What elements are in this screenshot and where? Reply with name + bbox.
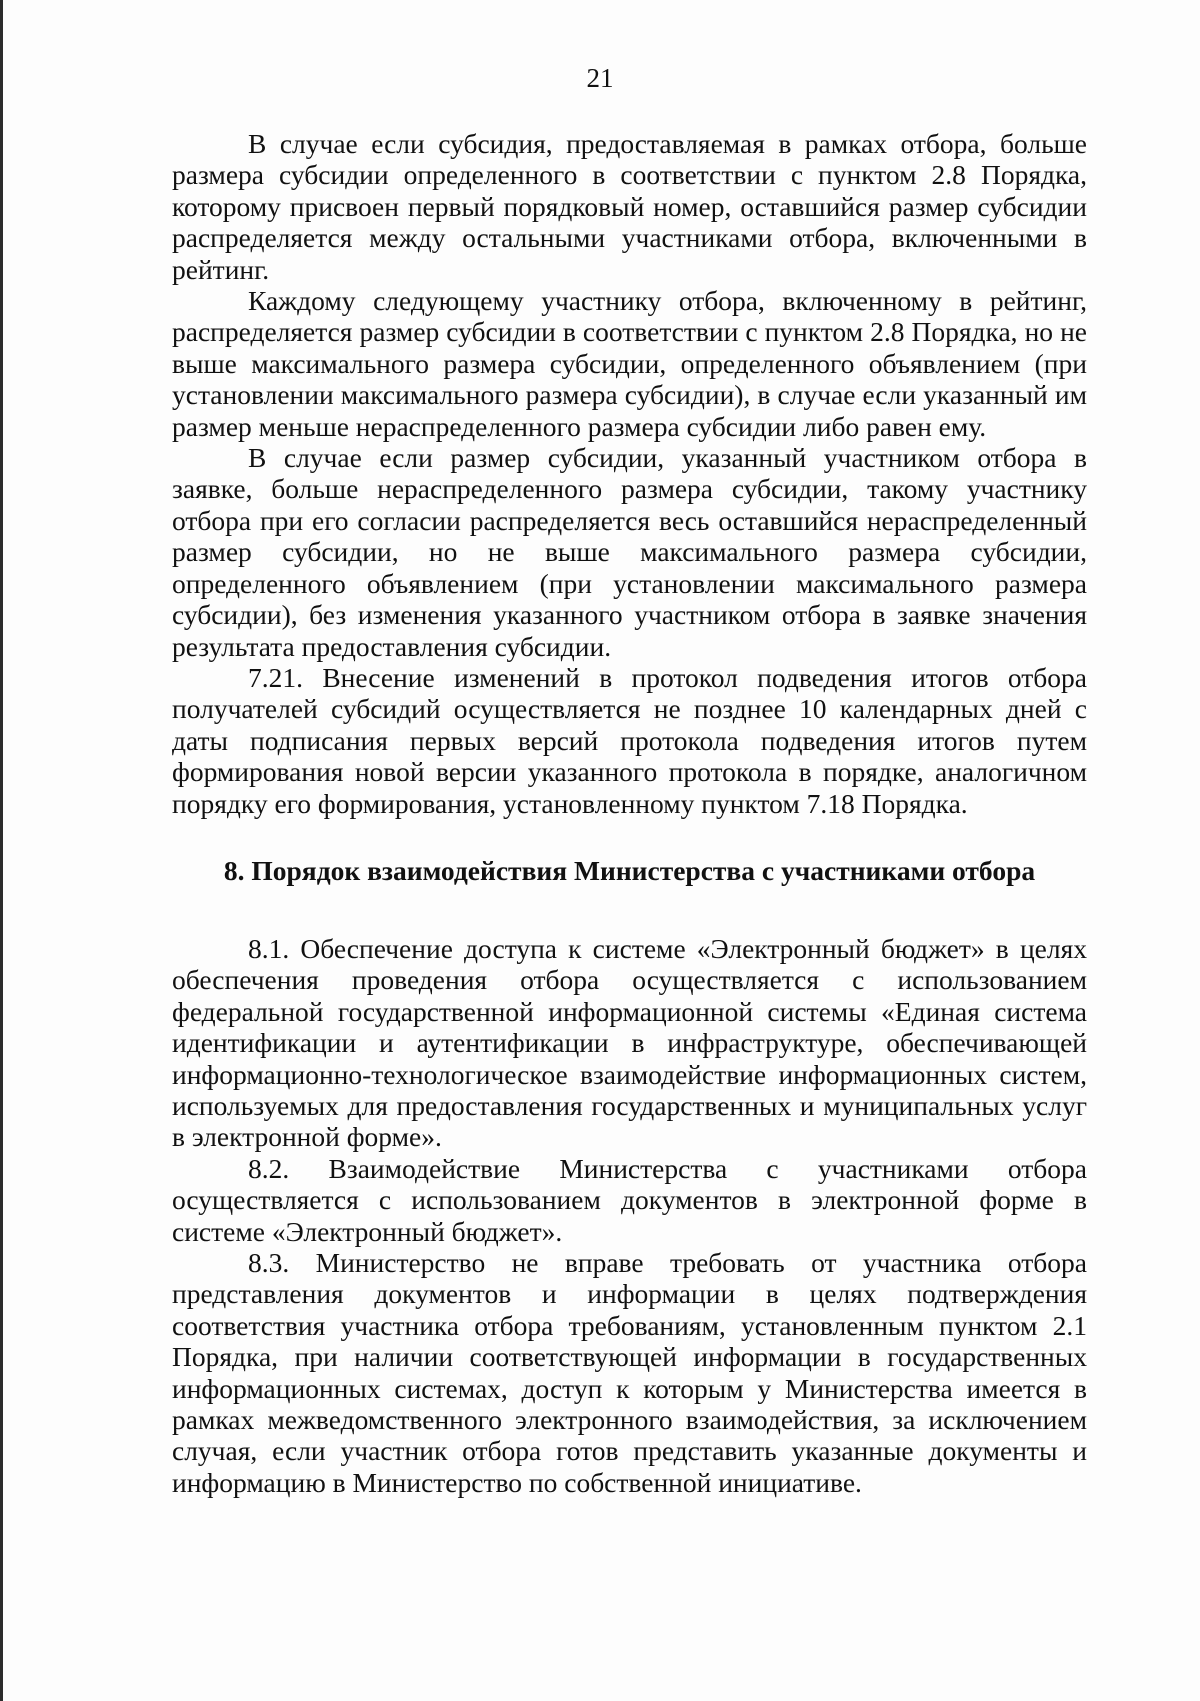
- paragraph-next-participant: Каждому следующему участнику отбора, включенному в рейтинг, распределяется размер субсидии в соответствии с пунктом 2.8 Порядка, но не выше максимального размера субсидии, определенного объявлением (при установлении максимального размера субсидии), в случае если указанный им размер меньше нераспределенного размера субсидии либо равен ему.: [172, 285, 1087, 442]
- paragraph-subsidy-remainder: В случае если субсидия, предоставляемая в рамках отбора, больше размера субсидии определенного в соответствии с пунктом 2.8 Порядка, которому присвоен первый порядковый номер, оставшийся размер субсидии распределяется между остальными участниками отбора, включенными в рейтинг.: [172, 128, 1087, 285]
- paragraph-7-21: 7.21. Внесение изменений в протокол подведения итогов отбора получателей субсидий осуществляется не позднее 10 календарных дней с даты подписания первых версий протокола подведения итогов путем формирования новой версии указанного протокола в порядке, аналогичном порядку его формирования, установленному пунктом 7.18 Порядка.: [172, 661, 1087, 819]
- document-body: [172, 128, 1087, 1498]
- scan-edge-shadow: [0, 0, 3, 1701]
- page-number: 21: [586, 63, 614, 93]
- paragraph-8-1: 8.1. Обеспечение доступа к системе «Электронный бюджет» в целях обеспечения проведения отбора осуществляется с использованием федеральной государственной информационной системы «Единая система идентификации и аутентификации в инфраструктуре, обеспечивающей информационно-технологическое взаимодействие информационных систем, используемых для предоставления государственных и муниципальных услуг в электронной форме».: [172, 932, 1087, 1153]
- section-heading-8: 8. Порядок взаимодействия Министерства с участниками отбора: [223, 854, 1036, 886]
- paragraph-8-2: 8.2. Взаимодействие Министерства с участниками отбора осуществляется с использованием документов в электронной форме в системе «Электронный бюджет».: [172, 1152, 1087, 1247]
- paragraph-8-3: 8.3. Министерство не вправе требовать от участника отбора представления документов и информации в целях подтверждения соответствия участника отбора требованиям, установленным пунктом 2.1 Порядка, при наличии соответствующей информации в государственных информационных системах, доступ к которым у Министерства имеется в рамках межведомственного электронного взаимодействия, за исключением случая, если участник отбора готов представить указанные документы и информацию в Министерство по собственной инициативе.: [172, 1247, 1087, 1498]
- paragraph-request-exceeds: В случае если размер субсидии, указанный участником отбора в заявке, больше нераспределенного размера субсидии, такому участнику отбора при его согласии распределяется весь оставшийся нераспределенный размер субсидии, но не выше максимального размера субсидии, определенного объявлением (при установлении максимального размера субсидии), без изменения указанного участником отбора в заявке значения результата предоставления субсидии.: [172, 442, 1087, 662]
